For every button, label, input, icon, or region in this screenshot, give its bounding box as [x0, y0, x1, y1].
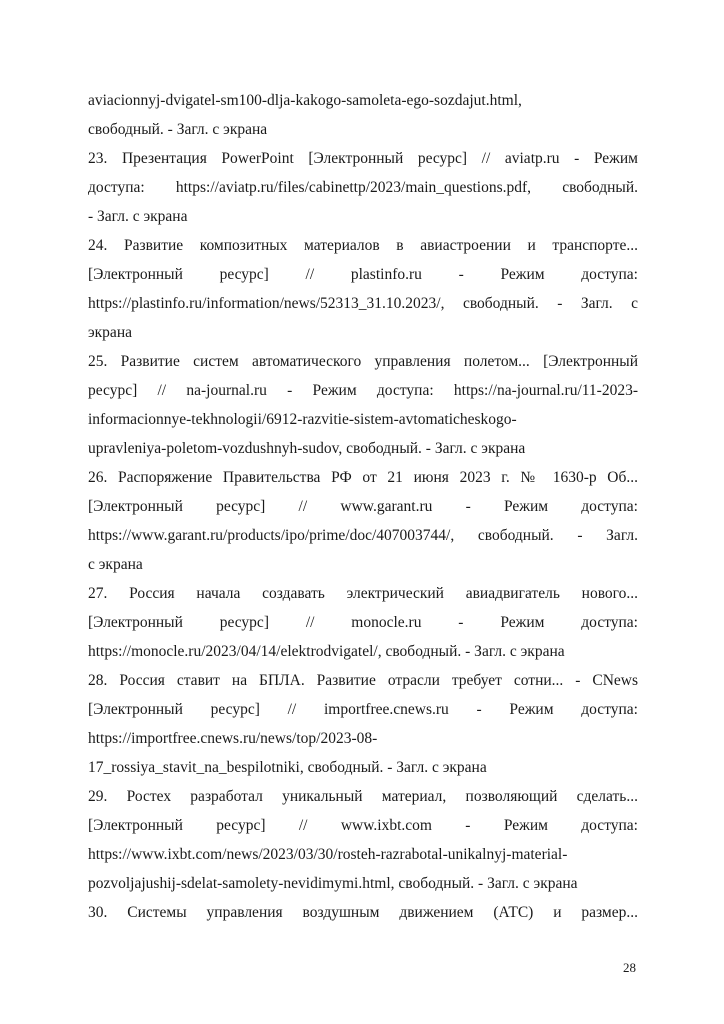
reference-item-23: 23. Презентация PowerPoint [Электронный ресурс] // aviatp.ru - Режим	[88, 150, 638, 167]
text-line: доступа: https://aviatp.ru/files/cabinettp/2023/main_questions.pdf, свободный.	[88, 179, 638, 196]
reference-item-25: 25. Развитие систем автоматического управления полетом... [Электронный	[88, 353, 638, 370]
text-line: [Электронный ресурс] // www.garant.ru - Режим доступа:	[88, 498, 638, 515]
text-line: https://www.ixbt.com/news/2023/03/30/rosteh-razrabotal-unikalnyj-material-	[88, 846, 568, 863]
text-line: [Электронный ресурс] // plastinfo.ru - Режим доступа:	[88, 266, 638, 283]
text-line: https://www.garant.ru/products/ipo/prime/doc/407003744/, свободный. - Загл.	[88, 527, 638, 544]
reference-item-24: 24. Развитие композитных материалов в авиастроении и транспорте...	[88, 237, 638, 254]
text-line: ресурс] // na-journal.ru - Режим доступа: https://na-journal.ru/11-2023-	[88, 382, 638, 399]
reference-item-29: 29. Ростех разработал уникальный материал, позволяющий сделать...	[88, 788, 638, 805]
page-number: 28	[623, 960, 636, 975]
text-line: 17_rossiya_stavit_na_bespilotniki, свободный. - Загл. с экрана	[88, 759, 487, 776]
text-line: https://importfree.cnews.ru/news/top/2023-08-	[88, 730, 378, 747]
text-line: https://monocle.ru/2023/04/14/elektrodvigatel/, свободный. - Загл. с экрана	[88, 643, 565, 660]
text-line: https://plastinfo.ru/information/news/52313_31.10.2023/, свободный. - Загл. с	[88, 295, 638, 312]
text-line: с экрана	[88, 556, 143, 573]
reference-item-28: 28. Россия ставит на БПЛА. Развитие отрасли требует сотни... - CNews	[88, 672, 638, 689]
text-line: informacionnye-tekhnologii/6912-razvitie-sistem-avtomaticheskogo-	[88, 411, 517, 428]
document-body	[88, 86, 638, 927]
reference-item-27: 27. Россия начала создавать электрический авиадвигатель нового...	[88, 585, 638, 602]
text-line: [Электронный ресурс] // importfree.cnews.ru - Режим доступа:	[88, 701, 638, 718]
text-line: pozvoljajushij-sdelat-samolety-nevidimymi.html, свободный. - Загл. с экрана	[88, 875, 578, 892]
text-line: экрана	[88, 324, 132, 341]
text-line: upravleniya-poletom-vozdushnyh-sudov, свободный. - Загл. с экрана	[88, 440, 526, 457]
reference-item-30: 30. Системы управления воздушным движением (АТС) и размер...	[88, 904, 638, 921]
text-line: свободный. - Загл. с экрана	[88, 121, 268, 138]
text-line: [Электронный ресурс] // www.ixbt.com - Режим доступа:	[88, 817, 638, 834]
text-line: [Электронный ресурс] // monocle.ru - Режим доступа:	[88, 614, 638, 631]
text-line: - Загл. с экрана	[88, 208, 188, 225]
reference-item-26: 26. Распоряжение Правительства РФ от 21 июня 2023 г. № 1630-р Об...	[88, 469, 638, 486]
text-line: aviacionnyj-dvigatel-sm100-dlja-kakogo-samoleta-ego-sozdajut.html,	[88, 92, 522, 109]
